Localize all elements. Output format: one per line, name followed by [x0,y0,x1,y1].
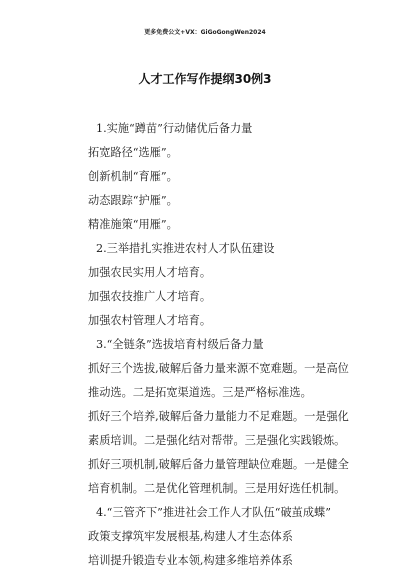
paragraph-line: 创新机制“育雁”。 [88,170,178,183]
paragraph-line: 拓宽路径“选雁”。 [88,146,178,159]
paragraph-line: 动态跟踪“护雁”。 [88,194,178,207]
paragraph-line: 政策支撑筑牢发展根基,构建人才生态体系 [88,530,293,543]
heading-3: 3.“全链条”选拔培育村级后备力量 [96,338,264,351]
paragraph-line: 抓好三个培养,破解后备力量能力不足难题。一是强化 [88,410,349,423]
paragraph-line: 加强农村管理人才培育。 [88,314,212,327]
header-note: 更多免费公文+VX：GiGoGongWen2024 [144,29,266,36]
paragraph-line: 抓好三个选拔,破解后备力量来源不宽难题。一是高位 [88,362,349,375]
paragraph-line: 培育机制。二是优化管理机制。三是用好选任机制。 [88,482,346,495]
paragraph-line: 精准施策“用雁”。 [88,218,178,231]
heading-2: 2.三举措扎实推进农村人才队伍建设 [96,242,275,255]
paragraph-line: 推动选。二是拓宽渠道选。三是严格标准选。 [88,386,312,399]
paragraph-line: 素质培训。二是强化结对帮带。三是强化实践锻炼。 [88,434,346,447]
heading-1: 1.实施“蹲苗”行动储优后备力量 [96,122,253,135]
paragraph-line: 培训提升锻造专业本领,构建多维培养体系 [88,554,293,567]
paragraph-line: 加强农技推广人才培育。 [88,290,212,303]
heading-4: 4.“三管齐下”推进社会工作人才队伍“破茧成蝶” [96,506,331,519]
paragraph-line: 抓好三项机制,破解后备力量管理缺位难题。一是健全 [88,458,349,471]
document-title: 人才工作写作提纲30例3 [138,72,272,86]
paragraph-line: 加强农民实用人才培育。 [88,266,212,279]
